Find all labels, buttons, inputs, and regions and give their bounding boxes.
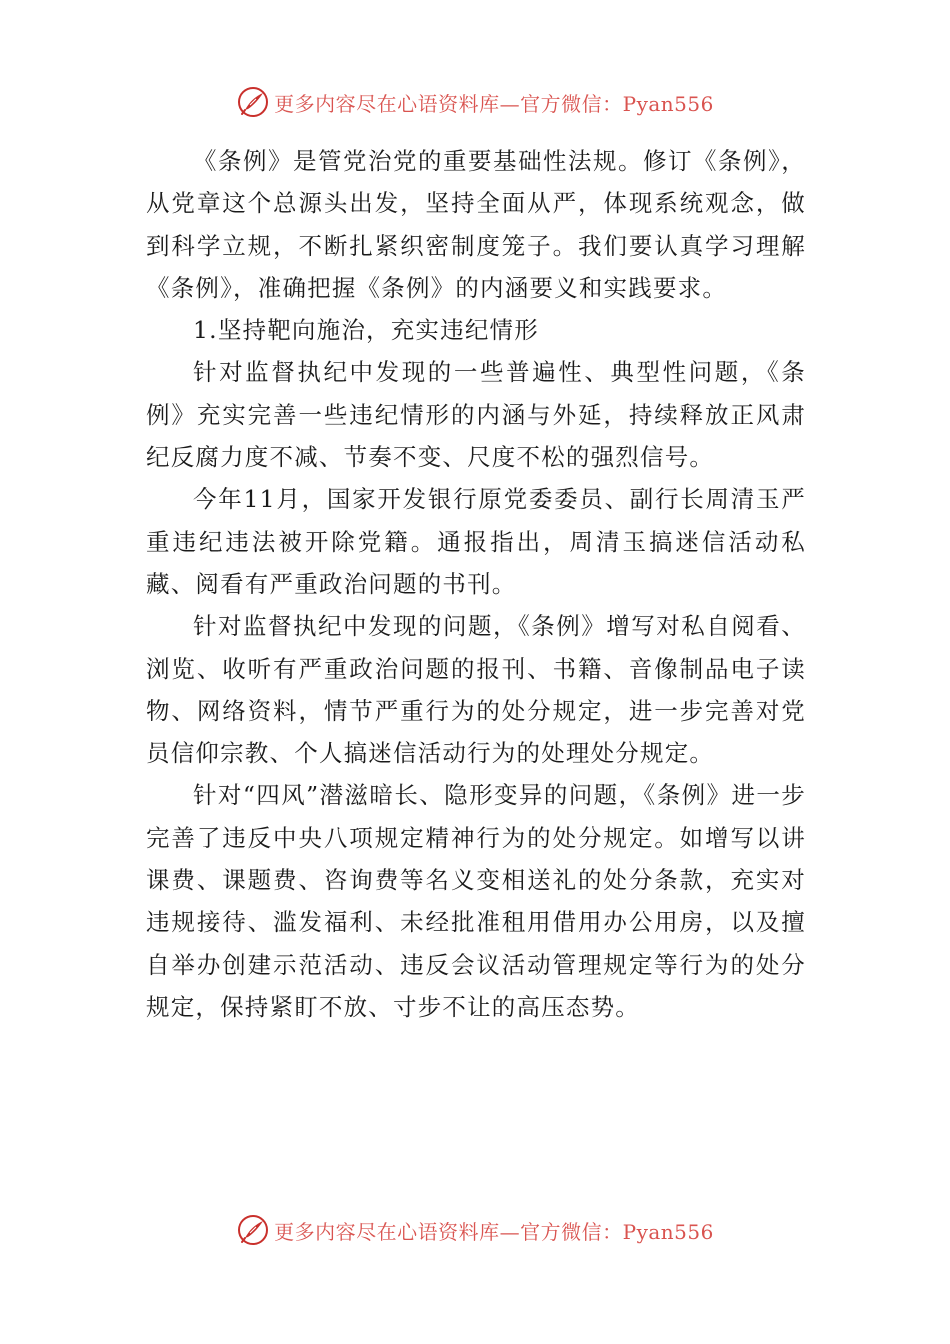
section-heading: 1.坚持靶向施治，充实违纪情形 (193, 316, 539, 345)
header-banner (0, 80, 950, 124)
paragraph: 针对监督执纪中发现的问题，《条例》增写对私自阅看、浏览、收听有严重政治问题的报刊、书籍、音像制品电子读物、网络资料，情节严重行为的处分规定，进一步完善对党员信仰宗教、个人搞迷信活动行为的处理处分规定。 (146, 612, 806, 768)
paragraph: 针对监督执纪中发现的一些普遍性、典型性问题，《条例》充实完善一些违纪情形的内涵与外延，持续释放正风肃纪反腐力度不减、节奏不变、尺度不松的强烈信号。 (146, 358, 806, 472)
paragraph: 针对“四风”潜滋暗长、隐形变异的问题，《条例》进一步完善了违反中央八项规定精神行为的处分规定。如增写以讲课费、课题费、咨询费等名义变相送礼的处分条款，充实对违规接待、滥发福利、未经批准租用借用办公用房，以及擅自举办创建示范活动、违反会议活动管理规定等行为的处分规定，保持紧盯不放、寸步不让的高压态势。 (146, 781, 806, 1021)
document-body (146, 140, 806, 1028)
pen-feather-icon (236, 85, 270, 119)
header-banner-text: 更多内容尽在心语资料库—官方微信：Pyan556 (274, 91, 714, 116)
paragraph: 《条例》是管党治党的重要基础性法规。修订《条例》，从党章这个总源头出发，坚持全面从严，体现系统观念，做到科学立规，不断扎紧织密制度笼子。我们要认真学习理解《条例》，准确把握《条例》的内涵要义和实践要求。 (146, 147, 806, 302)
footer-banner (0, 1208, 950, 1252)
paragraph: 今年11月，国家开发银行原党委委员、副行长周清玉严重违纪违法被开除党籍。通报指出，周清玉搞迷信活动私藏、阅看有严重政治问题的书刊。 (146, 485, 806, 598)
pen-feather-icon (236, 1213, 270, 1247)
footer-banner-text: 更多内容尽在心语资料库—官方微信：Pyan556 (274, 1219, 714, 1244)
